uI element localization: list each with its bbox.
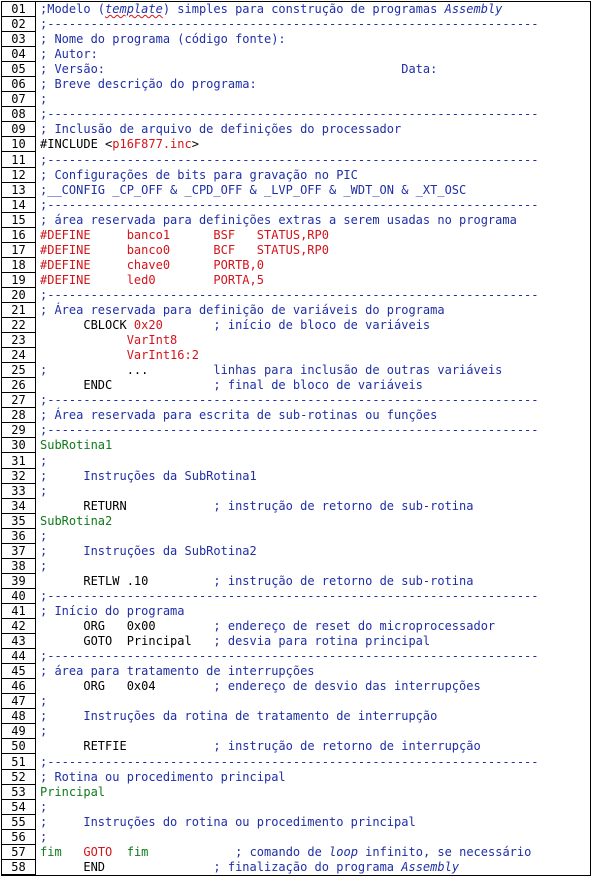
code-token: VarInt16:2	[40, 348, 199, 363]
code-text	[40, 755, 539, 770]
code-line	[2, 604, 590, 619]
code-text	[40, 47, 98, 62]
code-token: ;--------------------------------------------------------------------	[40, 754, 539, 769]
code-line	[2, 589, 590, 604]
line-number: 50	[2, 739, 35, 754]
code-token: fim	[126, 844, 149, 859]
line-number: 22	[2, 318, 35, 333]
code-line	[2, 183, 590, 198]
line-number: 48	[2, 709, 35, 724]
code-line	[2, 454, 590, 469]
code-token: ;	[40, 363, 48, 378]
line-number: 26	[2, 378, 35, 393]
line-number: 55	[2, 815, 35, 830]
code-text	[40, 815, 416, 830]
code-token: SubRotina1	[40, 438, 113, 453]
line-number: 01	[2, 2, 35, 17]
line-number: 21	[2, 303, 35, 318]
code-token: ; final de bloco de variáveis	[112, 378, 423, 393]
code-token: ;--------------------------------------------------------------------	[40, 423, 539, 438]
code-line	[2, 499, 590, 514]
code-text	[40, 860, 459, 875]
code-token: ; Autor:	[40, 47, 98, 62]
code-token: infinito, se necessário	[357, 844, 532, 859]
code-token: ;--------------------------------------------------------------------	[40, 17, 539, 32]
code-line	[2, 47, 590, 62]
line-number: 41	[2, 604, 35, 619]
code-token: ; Início do programa	[40, 604, 185, 618]
code-token: ; Rotina ou procedimento principal	[40, 769, 286, 784]
assembly-code-listing	[1, 1, 591, 876]
code-text	[40, 830, 47, 845]
code-text	[40, 694, 47, 709]
code-line	[2, 363, 590, 378]
code-token: GOTO	[83, 844, 113, 859]
line-number: 38	[2, 559, 35, 574]
code-text	[40, 679, 481, 694]
code-line	[2, 438, 590, 453]
code-text	[40, 77, 257, 92]
code-token: ;	[40, 92, 48, 107]
code-line	[2, 634, 590, 649]
code-line	[2, 303, 590, 318]
code-text	[40, 649, 539, 664]
code-text	[40, 258, 264, 273]
code-line	[2, 529, 590, 544]
code-token: ; instrução de retorno de sub-rotina	[148, 573, 474, 588]
line-number: 09	[2, 122, 35, 137]
code-token: ) simples para construção de programas	[162, 2, 445, 16]
code-token: #INCLUDE <	[40, 137, 113, 152]
line-number: 20	[2, 288, 35, 303]
line-number: 29	[2, 423, 35, 438]
code-token: ;	[40, 724, 48, 739]
code-line	[2, 213, 590, 228]
code-token: ORG 0x04	[40, 679, 156, 694]
line-number: 02	[2, 17, 35, 32]
code-text	[40, 484, 47, 499]
code-line	[2, 273, 590, 288]
code-line	[2, 77, 590, 92]
code-token: ; Nome do programa (código fonte):	[40, 32, 286, 47]
code-line	[2, 755, 590, 770]
code-token: ;	[40, 694, 48, 709]
code-token: 0x20	[133, 318, 163, 333]
code-text	[40, 408, 437, 423]
code-line	[2, 258, 590, 273]
code-token	[112, 845, 126, 859]
code-text	[40, 514, 112, 529]
code-line	[2, 514, 590, 529]
code-token: ;--------------------------------------------------------------------	[40, 287, 539, 302]
code-text	[40, 183, 466, 198]
code-token: RETFIE	[40, 739, 127, 754]
code-text	[40, 168, 358, 183]
code-token: loop	[329, 844, 358, 859]
code-token: ;--------------------------------------------------------------------	[40, 152, 539, 167]
code-token: ;--------------------------------------------------------------------	[40, 393, 539, 408]
code-token: ; Breve descrição do programa:	[40, 77, 257, 92]
code-text	[40, 845, 531, 860]
line-number: 12	[2, 168, 35, 183]
code-line	[2, 860, 590, 875]
line-number: 03	[2, 32, 35, 47]
code-token	[62, 845, 84, 859]
line-number: 18	[2, 258, 35, 273]
code-text	[40, 17, 539, 32]
line-number: 44	[2, 649, 35, 664]
code-line	[2, 107, 590, 122]
code-line	[2, 619, 590, 634]
code-line	[2, 574, 590, 589]
code-line	[2, 378, 590, 393]
line-number: 40	[2, 589, 35, 604]
line-number: 19	[2, 273, 35, 288]
code-token: ; área para tratamento de interrupções	[40, 664, 315, 679]
code-text	[40, 122, 401, 137]
line-number: 43	[2, 634, 35, 649]
code-line	[2, 739, 590, 754]
code-token: GOTO Principal	[40, 634, 192, 649]
code-line	[2, 845, 590, 860]
line-number: 28	[2, 408, 35, 423]
code-line	[2, 785, 590, 800]
code-token: ; comando de	[148, 844, 330, 859]
code-text	[40, 529, 47, 544]
code-text	[40, 243, 329, 258]
line-number: 06	[2, 77, 35, 92]
code-line	[2, 544, 590, 559]
line-number: 32	[2, 469, 35, 484]
line-number: 52	[2, 770, 35, 785]
code-token: ; Instruções do rotina ou procedimento principal	[40, 814, 416, 829]
line-number: 49	[2, 724, 35, 739]
line-number: 07	[2, 92, 35, 107]
code-line	[2, 198, 590, 213]
code-line	[2, 2, 590, 17]
code-text	[40, 664, 315, 679]
line-number: 10	[2, 137, 35, 152]
code-token: ; Versão: Data:	[40, 62, 438, 77]
line-number: 11	[2, 153, 35, 168]
code-token: template	[105, 2, 163, 16]
code-line	[2, 830, 590, 845]
code-line	[2, 393, 590, 408]
code-line	[2, 770, 590, 785]
code-text	[40, 363, 502, 378]
code-token: Principal	[40, 784, 106, 799]
code-text	[40, 544, 257, 559]
code-text	[40, 619, 495, 634]
code-token: ; instrução de retorno de interrupção	[126, 739, 481, 754]
line-number: 46	[2, 679, 35, 694]
code-text	[40, 770, 286, 785]
code-line	[2, 122, 590, 137]
code-token: ; Instruções da SubRotina1	[40, 468, 257, 483]
code-token: ;Modelo (	[40, 2, 106, 16]
line-number: 53	[2, 785, 35, 800]
code-line	[2, 815, 590, 830]
code-text	[40, 137, 199, 152]
code-token: RETLW .10	[40, 573, 149, 588]
code-token: END	[40, 859, 106, 874]
code-token: ;	[40, 453, 48, 468]
line-number: 47	[2, 694, 35, 709]
code-line	[2, 649, 590, 664]
line-number: 23	[2, 333, 35, 348]
line-number: 42	[2, 619, 35, 634]
code-text	[40, 709, 437, 724]
code-token: ...	[47, 363, 149, 378]
code-token: ; Configurações de bits para gravação no PIC	[40, 167, 358, 182]
code-line	[2, 800, 590, 815]
line-number: 54	[2, 800, 35, 815]
code-text	[40, 800, 47, 815]
code-text	[40, 348, 199, 363]
line-number: 33	[2, 484, 35, 499]
code-token: ;--------------------------------------------------------------------	[40, 107, 539, 122]
code-line	[2, 318, 590, 333]
line-number: 37	[2, 544, 35, 559]
code-text	[40, 393, 539, 408]
code-text	[40, 288, 539, 303]
code-line	[2, 153, 590, 168]
code-token: fim	[40, 844, 62, 859]
code-token: ENDC	[40, 378, 113, 393]
code-token: Assembly	[401, 859, 460, 874]
code-text	[40, 303, 445, 318]
code-text	[40, 378, 423, 393]
code-token: ;--------------------------------------------------------------------	[40, 649, 539, 664]
code-token: ;--------------------------------------------------------------------	[40, 197, 539, 212]
code-line	[2, 469, 590, 484]
line-number: 30	[2, 438, 35, 453]
code-text	[40, 92, 47, 107]
code-token: ; início de bloco de variáveis	[162, 318, 431, 333]
code-token: ; instrução de retorno de sub-rotina	[126, 498, 474, 513]
code-text	[40, 107, 539, 122]
code-line	[2, 228, 590, 243]
code-text	[40, 739, 481, 754]
line-number: 14	[2, 198, 35, 213]
line-number: 45	[2, 664, 35, 679]
code-text	[40, 469, 257, 484]
code-text	[40, 2, 502, 17]
code-text	[40, 634, 430, 649]
code-token: RETURN	[40, 498, 127, 513]
line-number: 17	[2, 243, 35, 258]
code-text	[40, 333, 177, 348]
line-number: 58	[2, 860, 35, 875]
code-token: ; desvia para rotina principal	[191, 634, 431, 649]
line-number: 34	[2, 499, 35, 514]
line-number: 39	[2, 574, 35, 589]
code-text	[40, 213, 517, 228]
code-line	[2, 32, 590, 47]
code-line	[2, 348, 590, 363]
code-token: ; endereço de desvio das interrupções	[155, 679, 481, 694]
code-text	[40, 228, 329, 243]
code-line	[2, 709, 590, 724]
line-number: 36	[2, 529, 35, 544]
code-text	[40, 273, 264, 288]
line-number: 16	[2, 228, 35, 243]
code-token: #DEFINE chave0 PORTB,0	[40, 257, 264, 272]
code-line	[2, 694, 590, 709]
code-text	[40, 785, 105, 800]
code-line	[2, 288, 590, 303]
code-line	[2, 724, 590, 739]
code-token: ; Área reservada para definição de variáveis do programa	[40, 303, 445, 317]
code-token: ; endereço de reset do microprocessador	[155, 619, 496, 634]
code-line	[2, 92, 590, 107]
code-token: ; Instruções da rotina de tratamento de interrupção	[40, 709, 438, 724]
code-line	[2, 17, 590, 32]
code-text	[40, 589, 539, 604]
code-token: ; finalização do programa	[105, 859, 402, 874]
code-token: ;__CONFIG _CP_OFF & _CPD_OFF & _LVP_OFF & _WDT_ON & _XT_OSC	[40, 182, 467, 197]
code-line	[2, 243, 590, 258]
code-token: ; Inclusão de arquivo de definições do processador	[40, 122, 402, 137]
code-token: #DEFINE banco0 BCF STATUS,RP0	[40, 242, 329, 257]
code-token: #DEFINE led0 PORTA,5	[40, 272, 264, 287]
code-line	[2, 62, 590, 77]
code-text	[40, 198, 539, 213]
code-line	[2, 408, 590, 423]
code-token: p16F877.inc	[112, 137, 192, 152]
code-token: ;--------------------------------------------------------------------	[40, 588, 539, 603]
code-text	[40, 499, 473, 514]
code-token: ; Área reservada para escrita de sub-rotinas ou funções	[40, 408, 438, 423]
code-token: >	[191, 137, 199, 152]
code-token: Assembly	[444, 2, 503, 16]
line-number: 15	[2, 213, 35, 228]
code-line	[2, 137, 590, 152]
code-text	[40, 62, 437, 77]
line-number: 51	[2, 755, 35, 770]
code-text	[40, 153, 539, 168]
code-token: CBLOCK	[40, 318, 134, 333]
line-number: 04	[2, 47, 35, 62]
code-line	[2, 423, 590, 438]
code-token: VarInt8	[40, 333, 178, 348]
line-number: 35	[2, 514, 35, 529]
code-text	[40, 574, 473, 589]
code-text	[40, 423, 539, 438]
line-number: 57	[2, 845, 35, 860]
code-text	[40, 438, 112, 453]
code-line	[2, 484, 590, 499]
code-text	[40, 559, 47, 574]
code-token: #DEFINE banco1 BSF STATUS,RP0	[40, 227, 329, 242]
code-line	[2, 664, 590, 679]
code-text	[40, 454, 47, 469]
line-number: 31	[2, 454, 35, 469]
code-token: ; Instruções da SubRotina2	[40, 543, 257, 558]
line-number: 25	[2, 363, 35, 378]
code-token: ;	[40, 799, 48, 814]
line-number: 08	[2, 107, 35, 122]
line-number: 27	[2, 393, 35, 408]
line-number: 13	[2, 183, 35, 198]
line-number: 24	[2, 348, 35, 363]
code-text	[40, 318, 430, 333]
code-text	[40, 32, 286, 47]
code-token: SubRotina2	[40, 513, 113, 528]
code-token: ORG 0x00	[40, 619, 156, 634]
code-token: ;	[40, 483, 48, 498]
code-token: ;	[40, 528, 48, 543]
code-token: linhas para inclusão de outras variáveis	[148, 363, 503, 378]
code-token: ; área reservada para definições extras a serem usadas no programa	[40, 212, 517, 227]
line-number: 56	[2, 830, 35, 845]
code-line	[2, 168, 590, 183]
code-token: ;	[40, 829, 48, 844]
line-number: 05	[2, 62, 35, 77]
code-line	[2, 559, 590, 574]
code-token: ;	[40, 558, 48, 573]
code-line	[2, 333, 590, 348]
code-text	[40, 604, 185, 619]
code-line	[2, 679, 590, 694]
code-text	[40, 724, 47, 739]
